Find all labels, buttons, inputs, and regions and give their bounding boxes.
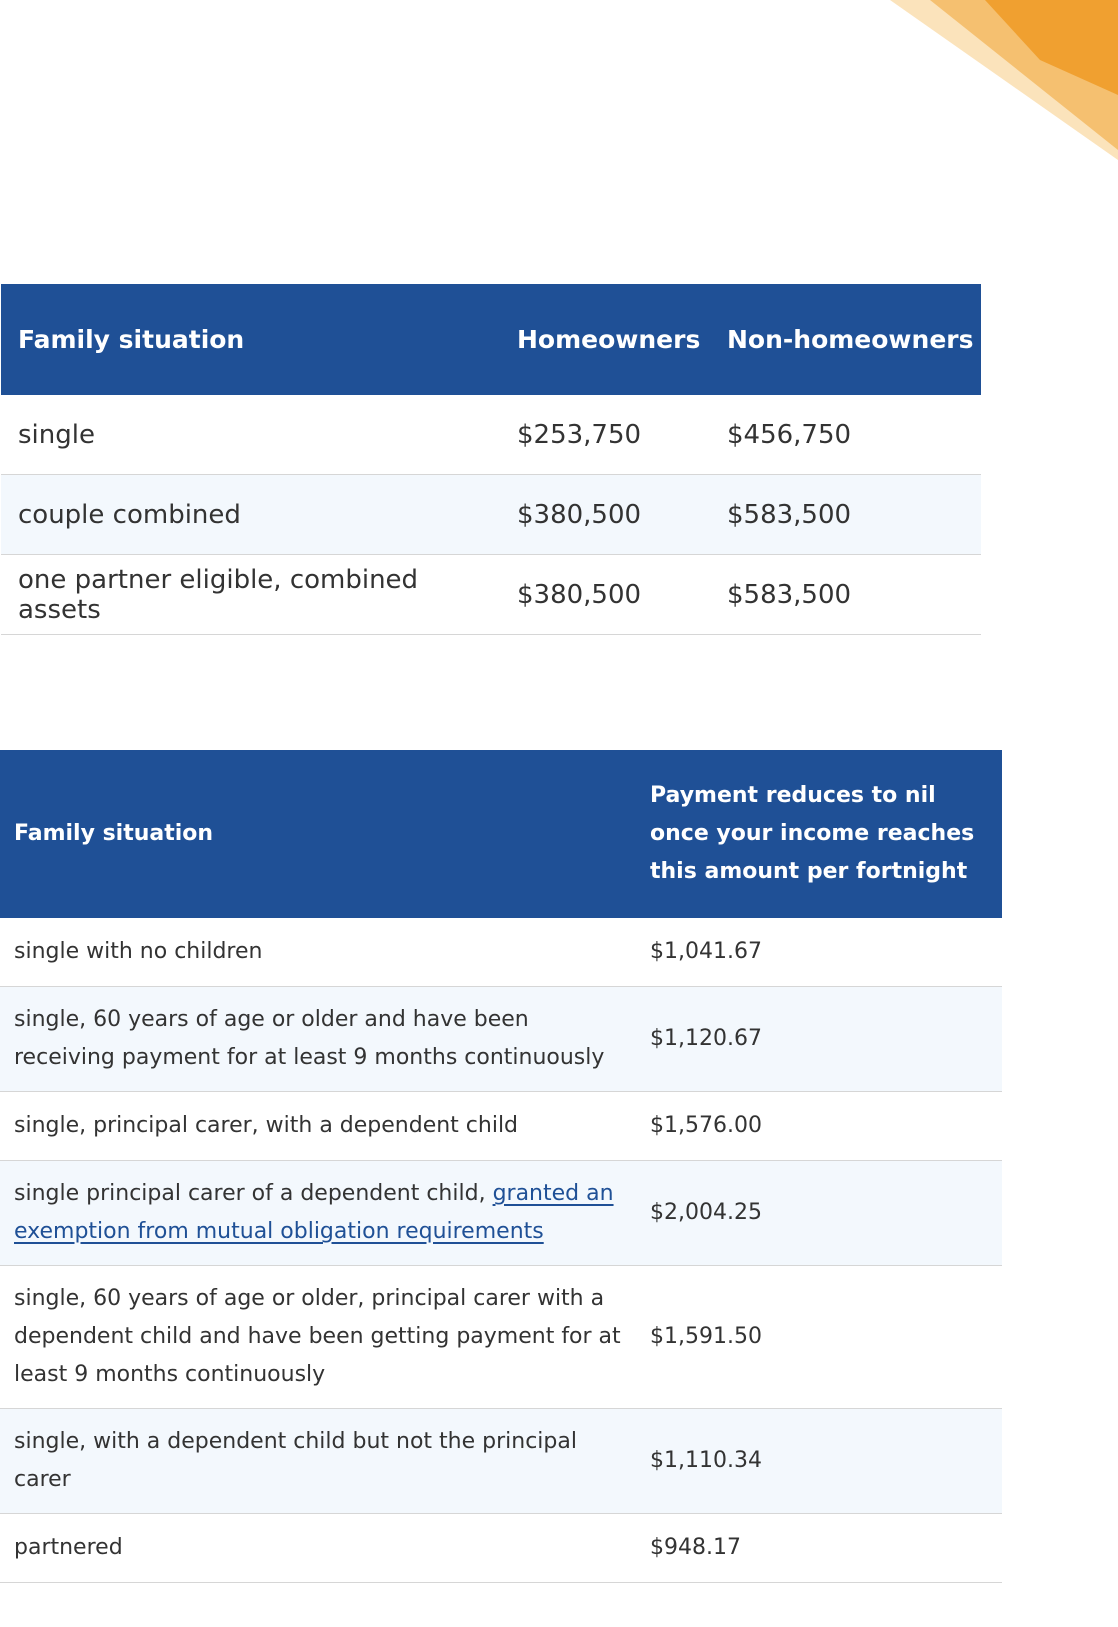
table-row [0,987,1002,1092]
family-situation-cell: single, 60 years of age or older, principal carer with a dependent child and have been getting payment for at least 9 months continuously [0,1266,636,1409]
header-homeowners: Homeowners [500,284,710,395]
mutual-obligation-exemption-link[interactable]: granted an exemption from mutual obligation requirements [14,1181,614,1244]
table-row [0,1161,1002,1266]
family-situation-cell: one partner eligible, combined assets [1,555,500,635]
non-homeowners-cell: $583,500 [710,475,981,555]
table-row [0,918,1002,987]
amount-cell: $1,591.50 [636,1266,1002,1409]
family-situation-cell [0,1161,636,1266]
non-homeowners-cell: $583,500 [710,555,981,635]
corner-decoration-graphic [0,0,1118,170]
homeowners-cell: $253,750 [500,395,710,475]
decoration-shape-light [890,0,1118,160]
income-limit-table [0,750,1002,1583]
table-row [0,1092,1002,1161]
family-situation-cell: single, principal carer, with a dependent child [0,1092,636,1161]
amount-cell: $1,110.34 [636,1409,1002,1514]
income-table-header-row [0,750,1002,918]
header-family-situation: Family situation [0,750,636,918]
header-family-situation: Family situation [1,284,500,395]
homeowners-cell: $380,500 [500,475,710,555]
table-row [0,1409,1002,1514]
situation-prefix-text: single principal carer of a dependent child, [14,1181,493,1206]
amount-cell: $1,041.67 [636,918,1002,987]
table-row [1,475,981,555]
table-row [1,555,981,635]
non-homeowners-cell: $456,750 [710,395,981,475]
amount-cell: $948.17 [636,1514,1002,1583]
table-row [0,1514,1002,1583]
amount-cell: $1,576.00 [636,1092,1002,1161]
homeowners-cell: $380,500 [500,555,710,635]
amount-cell: $2,004.25 [636,1161,1002,1266]
family-situation-cell: single with no children [0,918,636,987]
family-situation-cell: single, with a dependent child but not the principal carer [0,1409,636,1514]
decoration-shape-dark [985,0,1118,95]
table-row [1,395,981,475]
header-non-homeowners: Non-homeowners [710,284,981,395]
family-situation-cell: single [1,395,500,475]
family-situation-cell: couple combined [1,475,500,555]
assets-table-header-row [1,284,981,395]
decoration-shape-mid [930,0,1118,150]
amount-cell: $1,120.67 [636,987,1002,1092]
family-situation-cell: partnered [0,1514,636,1583]
family-situation-cell: single, 60 years of age or older and have been receiving payment for at least 9 months continuously [0,987,636,1092]
table-row [0,1266,1002,1409]
header-payment-reduces: Payment reduces to nil once your income reaches this amount per fortnight [636,750,1002,918]
assets-limit-table [1,284,981,635]
